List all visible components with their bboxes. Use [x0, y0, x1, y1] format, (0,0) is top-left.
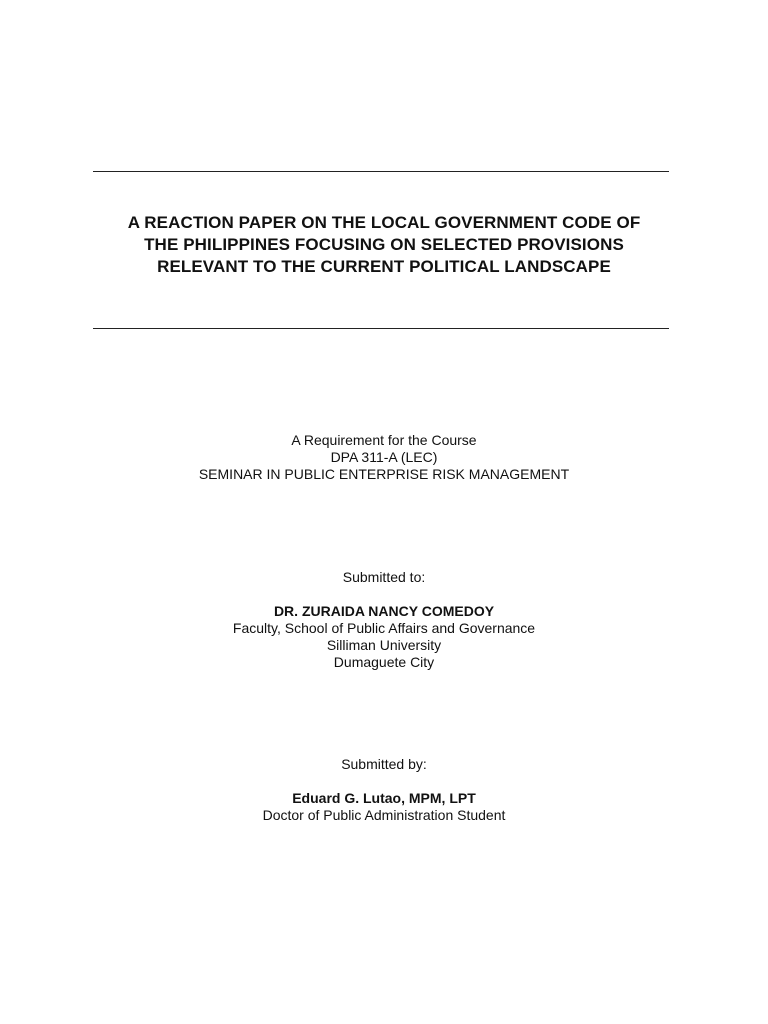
recipient-city: Dumaguete City	[333, 654, 435, 670]
course-requirement: A Requirement for the Course	[291, 432, 477, 448]
submitted-by-block	[0, 756, 768, 773]
title-top-rule	[93, 171, 669, 172]
course-code: DPA 311-A (LEC)	[330, 449, 438, 465]
recipient-institution: Silliman University	[326, 637, 442, 653]
submitted-by-label: Submitted by:	[341, 756, 427, 772]
title-line-1: A REACTION PAPER ON THE LOCAL GOVERNMENT CODE OF	[127, 213, 641, 232]
document-title	[84, 212, 684, 278]
course-name: SEMINAR IN PUBLIC ENTERPRISE RISK MANAGEMENT	[198, 466, 570, 482]
author-name: Eduard G. Lutao, MPM, LPT	[292, 790, 476, 806]
course-block	[0, 432, 768, 483]
author-details	[0, 790, 768, 824]
submitted-to-label: Submitted to:	[342, 569, 426, 585]
recipient-name: DR. ZURAIDA NANCY COMEDOY	[273, 603, 495, 619]
submitted-to-block	[0, 569, 768, 586]
title-bottom-rule	[93, 328, 669, 329]
recipient-details	[0, 603, 768, 671]
recipient-position: Faculty, School of Public Affairs and Governance	[232, 620, 536, 636]
author-role: Doctor of Public Administration Student	[262, 807, 506, 823]
title-line-2: THE PHILIPPINES FOCUSING ON SELECTED PROVISIONS	[144, 235, 624, 254]
title-line-3: RELEVANT TO THE CURRENT POLITICAL LANDSCAPE	[157, 257, 611, 276]
